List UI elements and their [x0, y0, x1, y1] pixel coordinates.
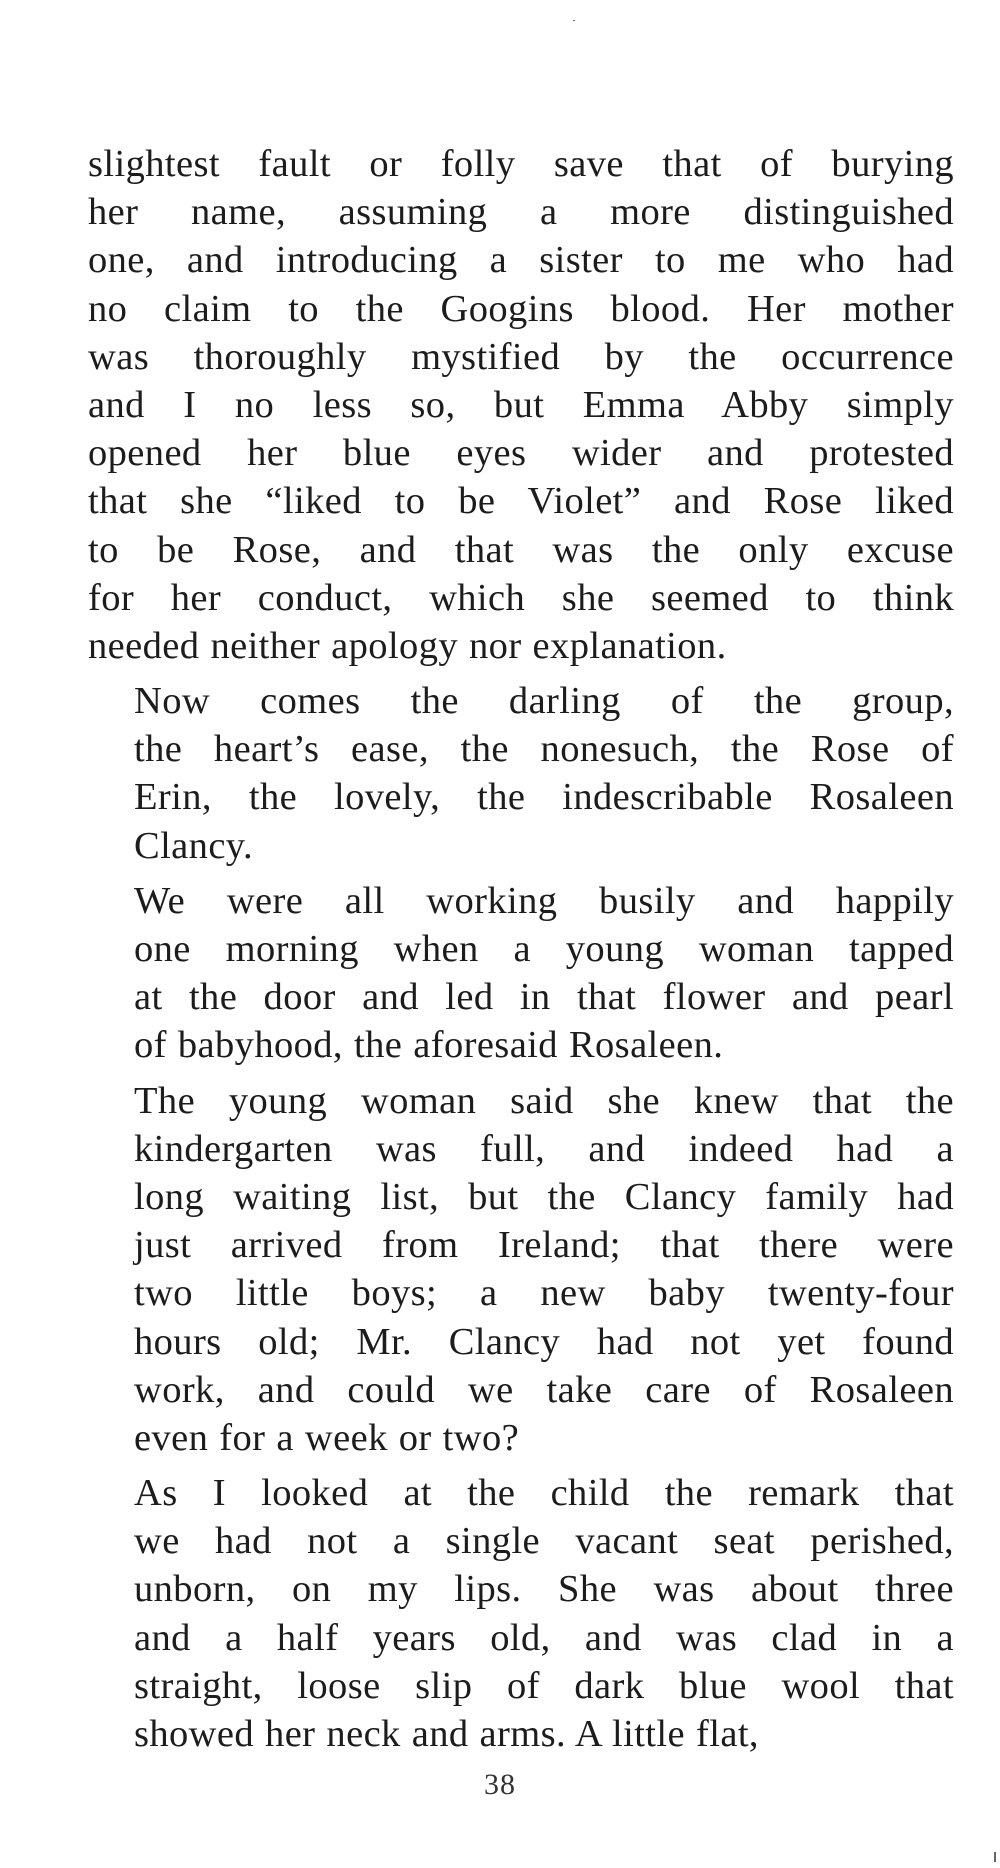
- text-line: of babyhood, the aforesaid Rosaleen.: [134, 1024, 724, 1067]
- text-line: kindergarten was full, and indeed had a: [134, 1127, 954, 1170]
- page-number: 38: [484, 1768, 516, 1801]
- text-line: the heart’s ease, the nonesuch, the Rose of: [134, 728, 954, 771]
- text-line: As I looked at the child the remark that: [134, 1472, 954, 1515]
- text-line: unborn, on my lips. She was about three: [134, 1568, 954, 1611]
- text-line: no claim to the Googins blood. Her mother: [88, 287, 954, 330]
- text-line: and I no less so, but Emma Abby simply: [88, 383, 954, 426]
- text-line: even for a week or two?: [134, 1416, 520, 1459]
- text-line: We were all working busily and happily: [134, 879, 954, 922]
- text-line: work, and could we take care of Rosaleen: [134, 1368, 954, 1411]
- paragraph: [88, 1469, 954, 1758]
- paragraph: [88, 677, 954, 870]
- text-line: long waiting list, but the Clancy family had: [134, 1175, 954, 1218]
- text-line: hours old; Mr. Clancy had not yet found: [134, 1320, 954, 1363]
- text-line: one, and introducing a sister to me who had: [88, 239, 954, 282]
- text-line: at the door and led in that flower and pearl: [134, 976, 954, 1019]
- body-text: [88, 140, 954, 1765]
- scan-speck: [573, 20, 575, 21]
- paragraph: [88, 877, 954, 1070]
- text-line: needed neither apology nor explanation.: [88, 624, 727, 667]
- text-line: Now comes the darling of the group,: [134, 680, 954, 723]
- text-line: to be Rose, and that was the only excuse: [88, 528, 954, 571]
- text-line: straight, loose slip of dark blue wool that: [134, 1664, 954, 1707]
- text-line: we had not a single vacant seat perished,: [134, 1520, 954, 1563]
- text-line: and a half years old, and was clad in a: [134, 1616, 954, 1659]
- text-line: her name, assuming a more distinguished: [88, 191, 954, 234]
- text-line: just arrived from Ireland; that there were: [134, 1224, 954, 1267]
- text-line: slightest fault or folly save that of burying: [88, 143, 954, 185]
- text-line: one morning when a young woman tapped: [134, 928, 954, 970]
- text-line: opened her blue eyes wider and protested: [88, 432, 954, 475]
- paragraph: [88, 1077, 954, 1463]
- text-line: Erin, the lovely, the indescribable Rosaleen: [134, 776, 954, 819]
- text-line: was thoroughly mystified by the occurrence: [88, 335, 954, 378]
- text-line: that she “liked to be Violet” and Rose liked: [88, 480, 954, 523]
- text-line: The young woman said she knew that the: [134, 1079, 954, 1122]
- text-line: Clancy.: [134, 824, 253, 867]
- text-line: showed her neck and arms. A little flat,: [134, 1713, 759, 1755]
- paragraph: [88, 140, 954, 670]
- text-line: for her conduct, which she seemed to think: [88, 576, 954, 619]
- scan-speck: [994, 1852, 996, 1862]
- text-line: two little boys; a new baby twenty-four: [134, 1272, 954, 1315]
